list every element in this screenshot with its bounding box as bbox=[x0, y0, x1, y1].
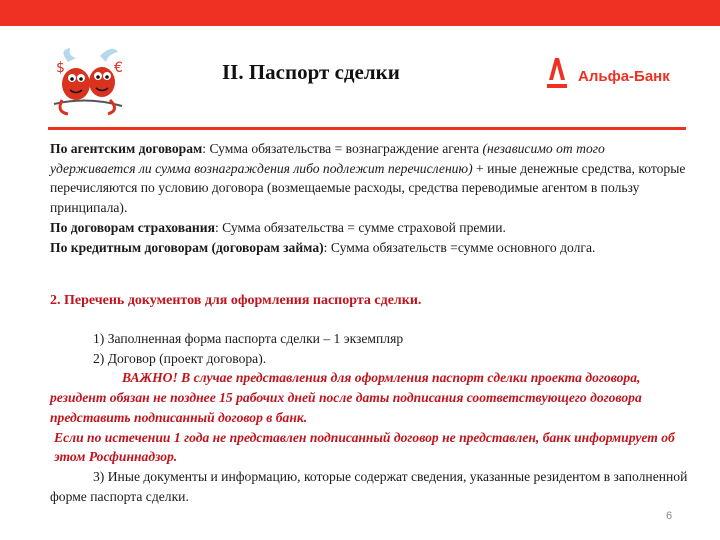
bank-logo bbox=[544, 55, 670, 91]
doc-item-2: 2) Договор (проект договора). bbox=[93, 350, 267, 366]
insurance-paragraph bbox=[50, 218, 690, 238]
insurance-text: : Сумма обязательства = сумме страховой премии. bbox=[214, 219, 506, 235]
doc-item-1: 1) Заполненная форма паспорта сделки – 1 экземпляр bbox=[93, 331, 404, 346]
insurance-label: По договорам страхования bbox=[50, 219, 215, 235]
agency-text-1: : Сумма обязательства = вознаграждение агента bbox=[202, 141, 483, 156]
credit-paragraph bbox=[50, 238, 690, 258]
important-warning bbox=[50, 368, 690, 427]
documents-list bbox=[50, 329, 690, 506]
page-number: 6 bbox=[666, 510, 673, 522]
header-divider bbox=[48, 127, 686, 130]
credit-label: По кредитным договорам (договорам займа) bbox=[50, 239, 324, 255]
slide-title: II. Паспорт сделки bbox=[222, 60, 400, 84]
agency-paragraph bbox=[50, 139, 690, 218]
agency-label: По агентским договорам bbox=[50, 141, 203, 156]
alfa-a-icon bbox=[544, 56, 570, 90]
top-accent-bar bbox=[0, 0, 720, 26]
bank-name: Альфа-Банк bbox=[578, 67, 670, 85]
rosfinnadzor-warning: Если по истечении 1 года не представлен подписанный договор не представлен, банк информирует об этом Росфиннадзор. bbox=[54, 429, 675, 465]
doc-item-3 bbox=[50, 467, 690, 506]
doc-item-3-text: 3) Иные документы и информацию, которые содержат сведения, указанные резидентом в заполненной форме паспорта сделки. bbox=[50, 468, 688, 504]
documents-heading: 2. Перечень документов для оформления паспорта сделки. bbox=[50, 293, 422, 308]
agency-italic: (независимо от того удерживается ли сумма вознаграждения либо подлежит перечислению) bbox=[50, 141, 605, 176]
important-warning-text: ВАЖНО! В случае представления для оформления паспорт сделки проекта договора, резидент обязан не позднее 15 рабочих дней после даты подписания соответствующего договора представить подписанный договор в банк. bbox=[50, 370, 642, 425]
mascot-illustration-icon bbox=[48, 42, 128, 118]
svg-text:$: $ bbox=[56, 60, 65, 76]
obligation-rules bbox=[50, 139, 690, 257]
credit-text: : Сумма обязательств =сумме основного долга. bbox=[323, 239, 596, 255]
svg-text:€: € bbox=[114, 60, 123, 76]
agency-text-2: + иные денежные средства, которые перечисляются по условию договора (возмещаемые расходы, средства переводимые агентом в пользу принципала). bbox=[50, 160, 686, 216]
